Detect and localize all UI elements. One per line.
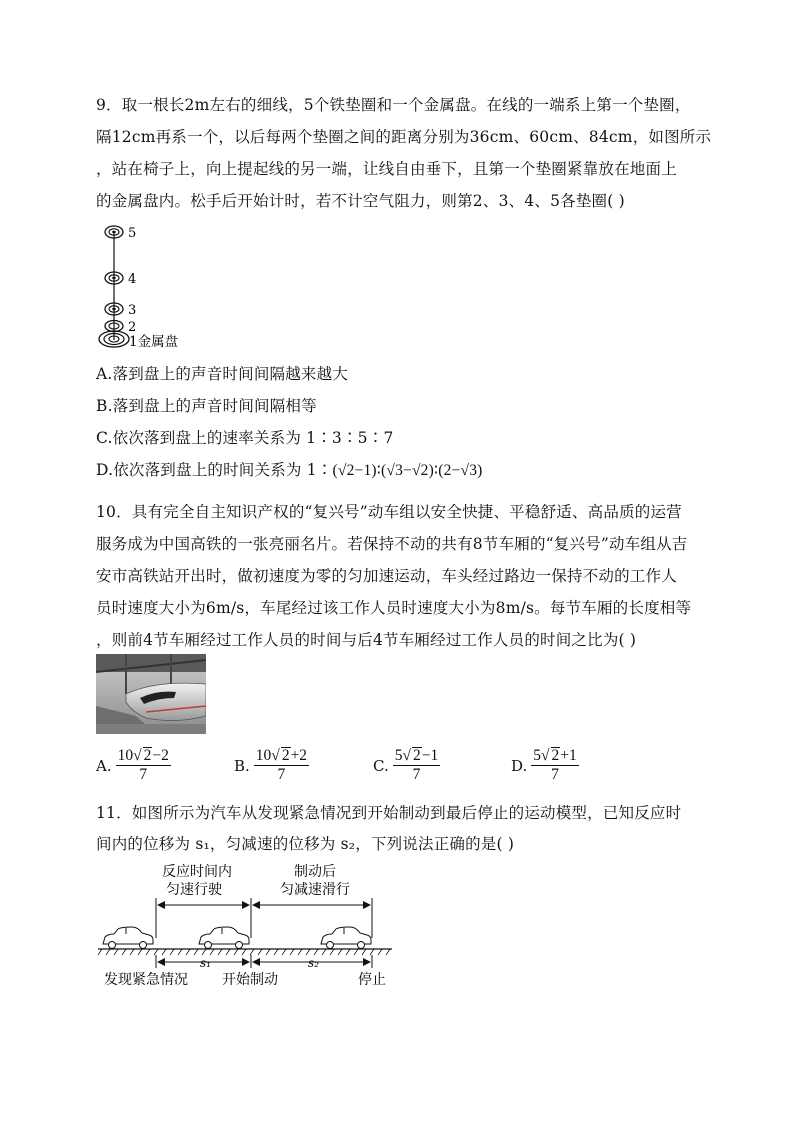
q10-option-a-num-rad: 2: [143, 747, 152, 764]
q10-option-c-num-post: −1: [421, 747, 439, 764]
q10-line-1: 10．具有完全自主知识产权的“复兴号”动车组以安全快捷、平稳舒适、高品质的运营: [96, 503, 682, 521]
q10-line-4: 员时速度大小为6m/s，车尾经过该工作人员时速度大小为8m/s。每节车厢的长度相等: [96, 599, 692, 617]
q10-line-5: ，则前4节车厢经过工作人员的时间与后4节车厢经过工作人员的时间之比为( ): [96, 631, 637, 649]
q10-option-b-label: B.: [234, 756, 250, 775]
label-4: 4: [128, 272, 137, 287]
q9-line-3: ，站在椅子上，向上提起线的另一端，让线自由垂下，且第一个垫圈紧靠放在地面上: [96, 160, 677, 178]
q10-option-b-fraction: $\frac{10√ 2+2}{7}$: [255, 747, 308, 783]
q10-option-a: [96, 747, 173, 784]
q10-line-3: 安市高铁站开出时，做初速度为零的匀加速运动，车头经过路边一保持不动的工作人: [96, 567, 677, 585]
braking-diagram: [96, 858, 396, 992]
q10-option-c-fraction: $\frac{5√ 2-1}{7}$: [394, 747, 439, 783]
q10-option-a-num-post: −2: [152, 747, 169, 764]
q10-option-c-label: C.: [373, 756, 389, 775]
q10-option-c-den: 7: [412, 766, 421, 783]
q10-option-a-fraction: $\frac{10√ 2-2}{7}$: [117, 747, 169, 783]
q10-option-b-num-post: +2: [290, 747, 308, 764]
q10-option-d-fraction: $\frac{5√ 2+1}{7}$: [533, 747, 577, 783]
ground-hatch: [98, 949, 390, 955]
q9-option-c: C.依次落到盘上的速率关系为 1∶3∶5∶7: [96, 429, 394, 447]
label-2: 2: [128, 320, 137, 335]
q9-option-d-sep1: ∶: [376, 461, 382, 479]
q10-option-c: [373, 747, 442, 784]
q9-option-d-prefix: D.依次落到盘上的时间关系为 1∶: [96, 461, 333, 479]
brake-label-1: 制动后: [294, 864, 336, 880]
car-2: [199, 927, 249, 949]
s2-label: s₂: [308, 956, 319, 970]
label-5: 5: [128, 226, 137, 241]
train-photo: [96, 654, 206, 734]
start-brake-label: 开始制动: [222, 972, 278, 988]
q9-option-b: B.落到盘上的声音时间间隔相等: [96, 397, 317, 415]
q11-line-1: 11．如图所示为汽车从发现紧急情况到开始制动到最后停止的运动模型，已知反应时: [96, 804, 682, 822]
q10-option-d-num-rad: 2: [551, 747, 560, 764]
car-1: [103, 927, 153, 949]
stop-label: 停止: [358, 972, 386, 988]
q9-option-d-sep2: ∶: [434, 461, 439, 479]
q10-option-b-num-rad: 2: [281, 747, 290, 764]
label-3: 3: [128, 303, 137, 318]
s1-label: s₁: [200, 956, 211, 970]
brake-label-2: 匀减速滑行: [280, 882, 350, 898]
q10-option-b-num-pre: 10: [255, 747, 272, 764]
car-3: [321, 927, 371, 949]
q9-option-d-term3: (2−√3): [438, 462, 483, 479]
q10-option-d-num-pre: 5: [533, 747, 542, 764]
q10-option-b-den: 7: [277, 766, 286, 783]
washer-figure: [96, 220, 216, 352]
q10-option-a-num-pre: 10: [117, 747, 134, 764]
q10-option-a-label: A.: [96, 756, 112, 775]
q9-option-d-term1: (√2−1): [332, 462, 377, 479]
q10-option-d-label: D.: [511, 756, 528, 775]
q9-line-1: 9．取一根长2m左右的细线，5个铁垫圈和一个金属盘。在线的一端系上第一个垫圈，: [96, 96, 691, 114]
q11-line-2: 间内的位移为 s₁，匀减速的位移为 s₂，下列说法正确的是( ): [96, 835, 515, 853]
q10-option-d-num-post: +1: [560, 747, 577, 764]
label-1-plate: 1金属盘: [129, 334, 179, 350]
q10-option-a-den: 7: [139, 766, 148, 783]
reaction-label-1: 反应时间内: [162, 864, 232, 880]
q10-option-c-num-pre: 5: [394, 747, 403, 764]
q9-line-2: 隔12cm再系一个，以后每两个垫圈之间的距离分别为36cm、60cm、84cm，如图所示: [96, 128, 712, 146]
q10-option-b: [234, 747, 311, 784]
q9-option-a: A.落到盘上的声音时间间隔越来越大: [96, 365, 349, 383]
reaction-label-2: 匀速行驶: [166, 882, 222, 898]
q9-line-4: 的金属盘内。松手后开始计时，若不计空气阻力，则第2、3、4、5各垫圈( ): [96, 192, 625, 210]
q9-option-d: [96, 460, 483, 481]
q10-option-d: [511, 747, 581, 784]
q10-option-c-num-rad: 2: [412, 747, 421, 764]
q9-option-d-term2: (√3−√2): [381, 462, 434, 479]
q10-line-2: 服务成为中国高铁的一张亮丽名片。若保持不动的共有8节车厢的“复兴号”动车组从吉: [96, 535, 688, 553]
discover-label: 发现紧急情况: [104, 972, 188, 988]
q10-option-d-den: 7: [551, 766, 559, 783]
